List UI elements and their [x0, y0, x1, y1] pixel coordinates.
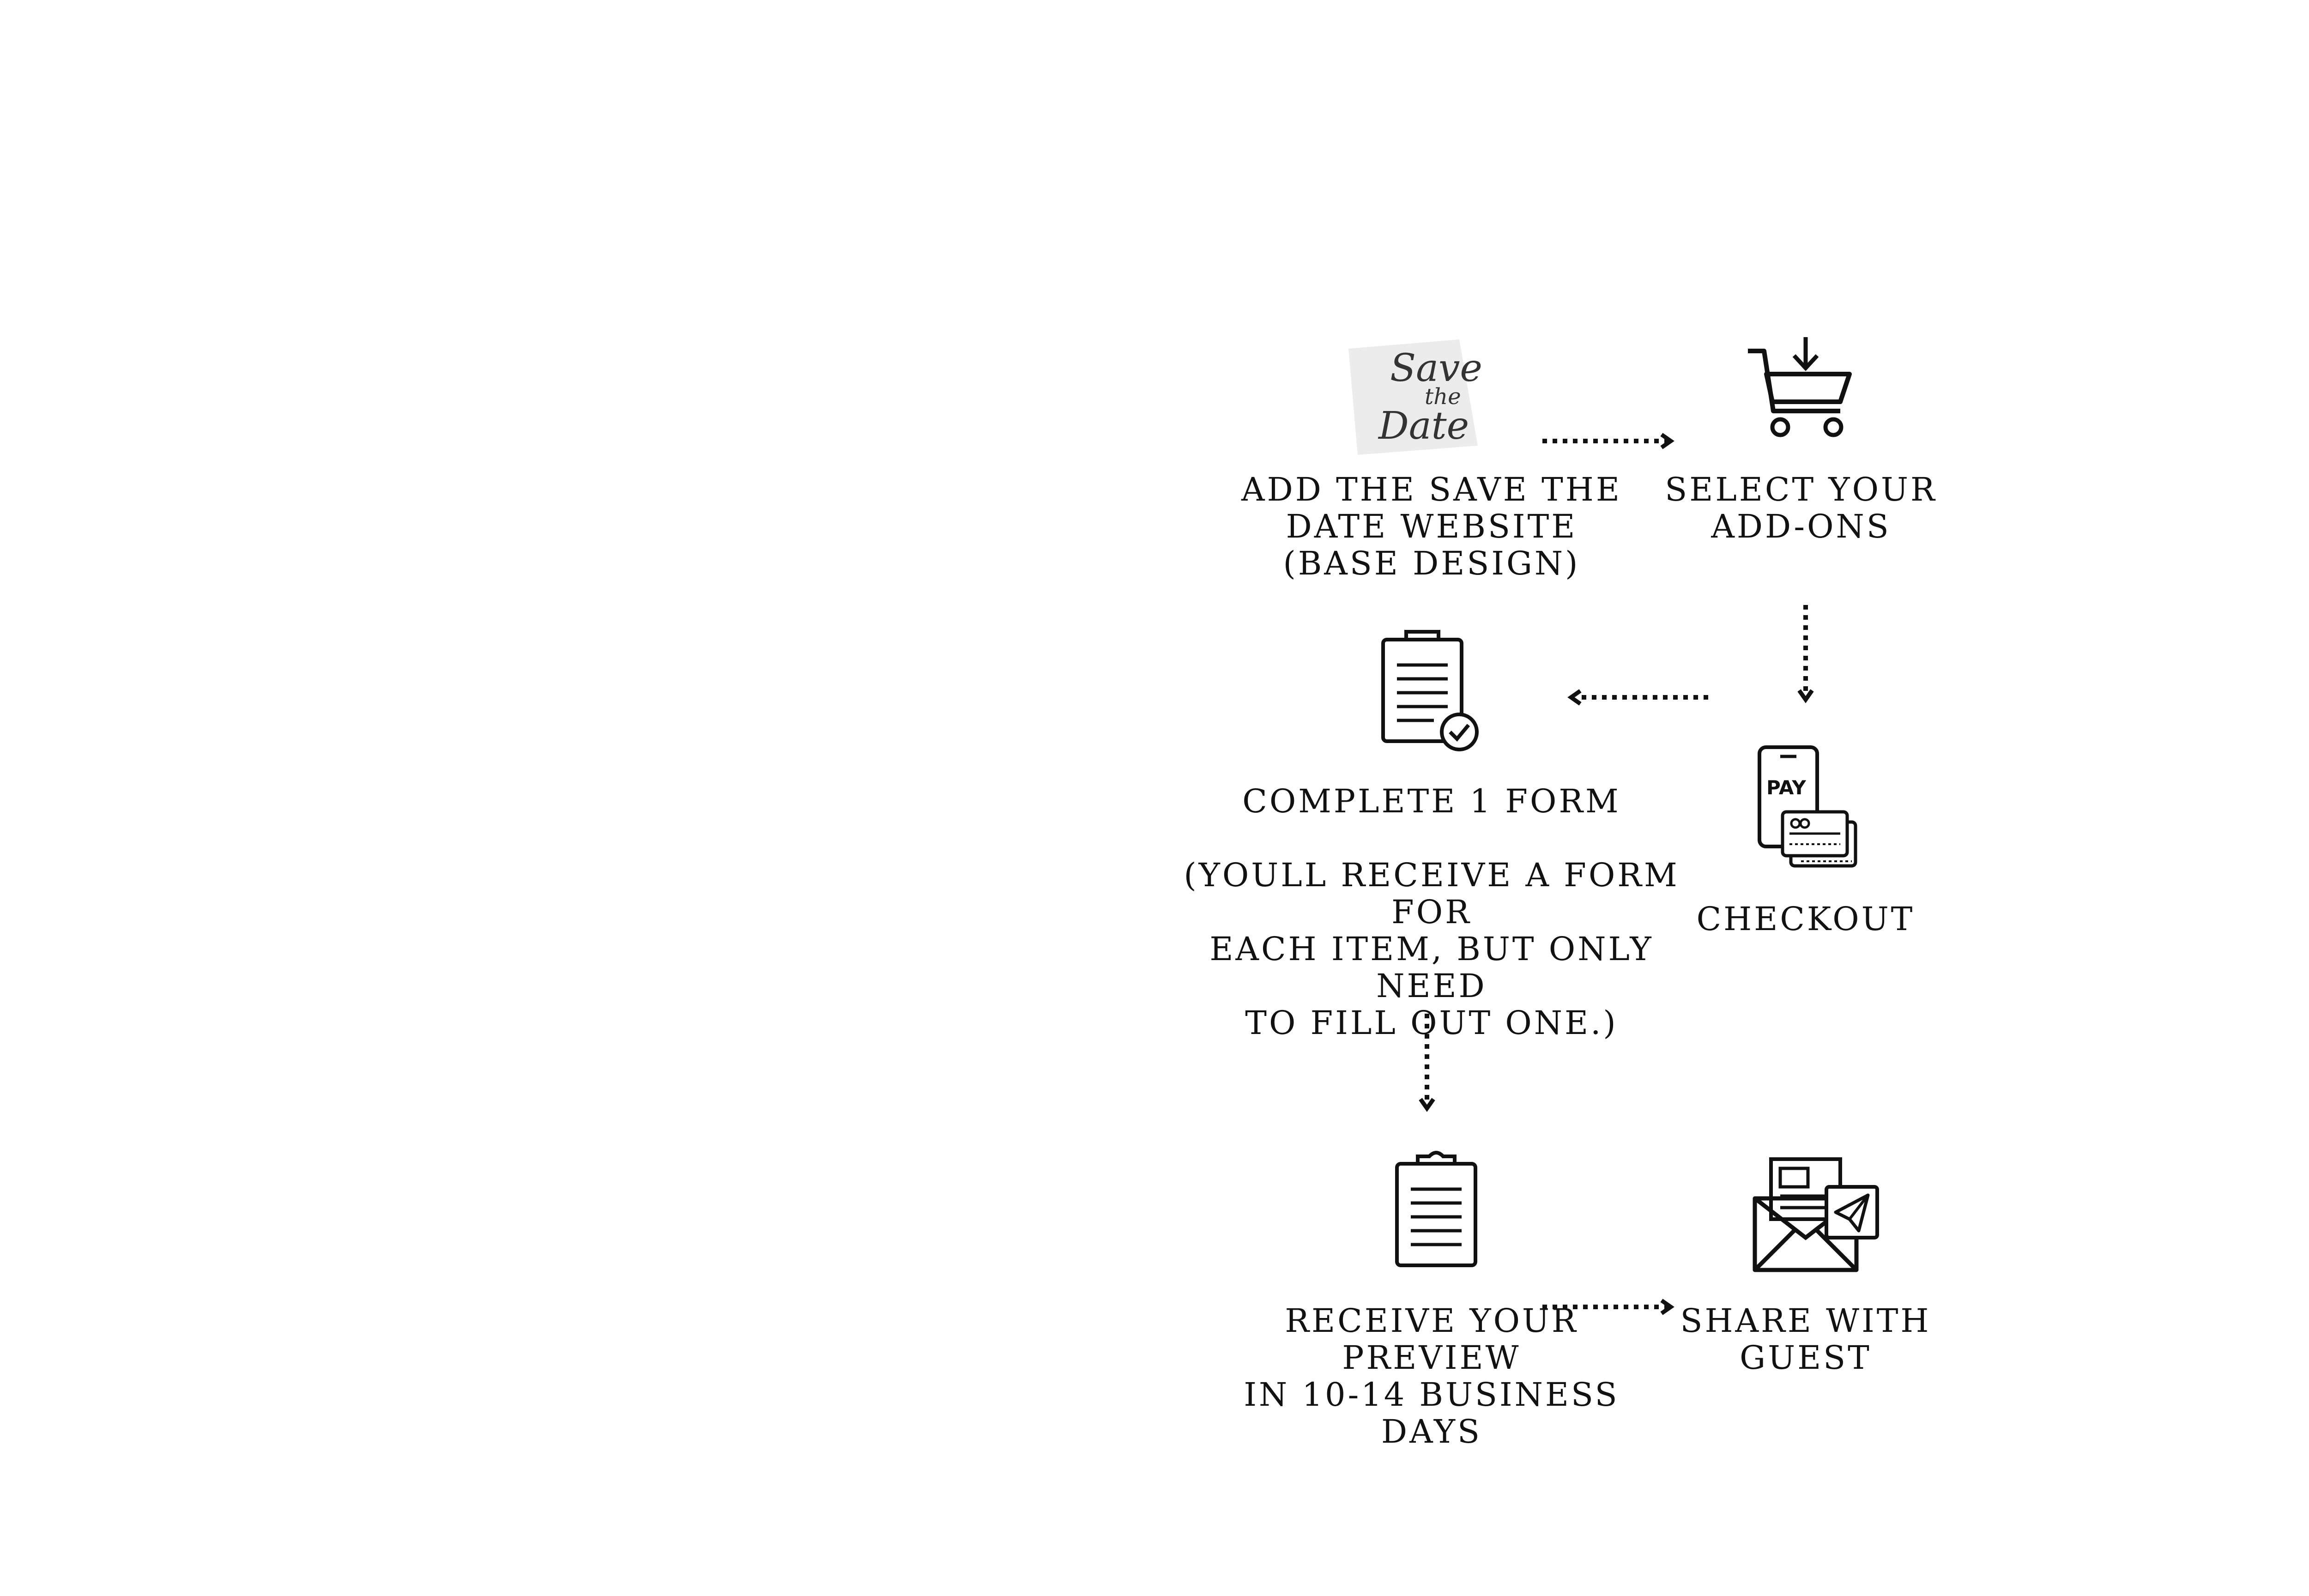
- date-word: Date: [1378, 404, 1469, 448]
- the-word: the: [1425, 384, 1461, 410]
- step-save-the-date-label: ADD THE SAVE THE DATE WEBSITE (BASE DESIGN): [1241, 471, 1622, 582]
- pay-text: PAY: [1766, 776, 1806, 799]
- arrow-right-1: [1542, 432, 1681, 450]
- step-share-label: SHARE WITH GUEST: [1680, 1302, 1931, 1377]
- save-the-date-card-icon: [1330, 330, 1487, 464]
- step-complete-form-label: COMPLETE 1 FORM: [1242, 782, 1621, 820]
- mobile-pay-icon: [1755, 744, 1866, 873]
- step-complete-form-note: (YOULL RECEIVE A FORM FOR EACH ITEM, BUT ONLY NEED TO FILL OUT ONE.): [1184, 856, 1680, 1042]
- clipboard-check-icon: [1376, 628, 1487, 757]
- shopping-cart-icon: [1746, 335, 1856, 441]
- send-mail-icon: [1750, 1155, 1889, 1279]
- arrow-down-2: [1418, 1014, 1436, 1115]
- step-checkout-label: CHECKOUT: [1696, 900, 1915, 938]
- save-word: Save: [1390, 346, 1482, 390]
- arrow-right-2: [1542, 1298, 1681, 1316]
- step-select-addons-label: SELECT YOUR ADD-ONS: [1665, 471, 1937, 545]
- arrow-down-1: [1796, 605, 1815, 707]
- clipboard-icon: [1390, 1150, 1482, 1270]
- arrow-left: [1570, 688, 1713, 707]
- step-receive-preview-label: RECEIVE YOUR PREVIEW IN 10-14 BUSINESS DAYS: [1244, 1302, 1620, 1451]
